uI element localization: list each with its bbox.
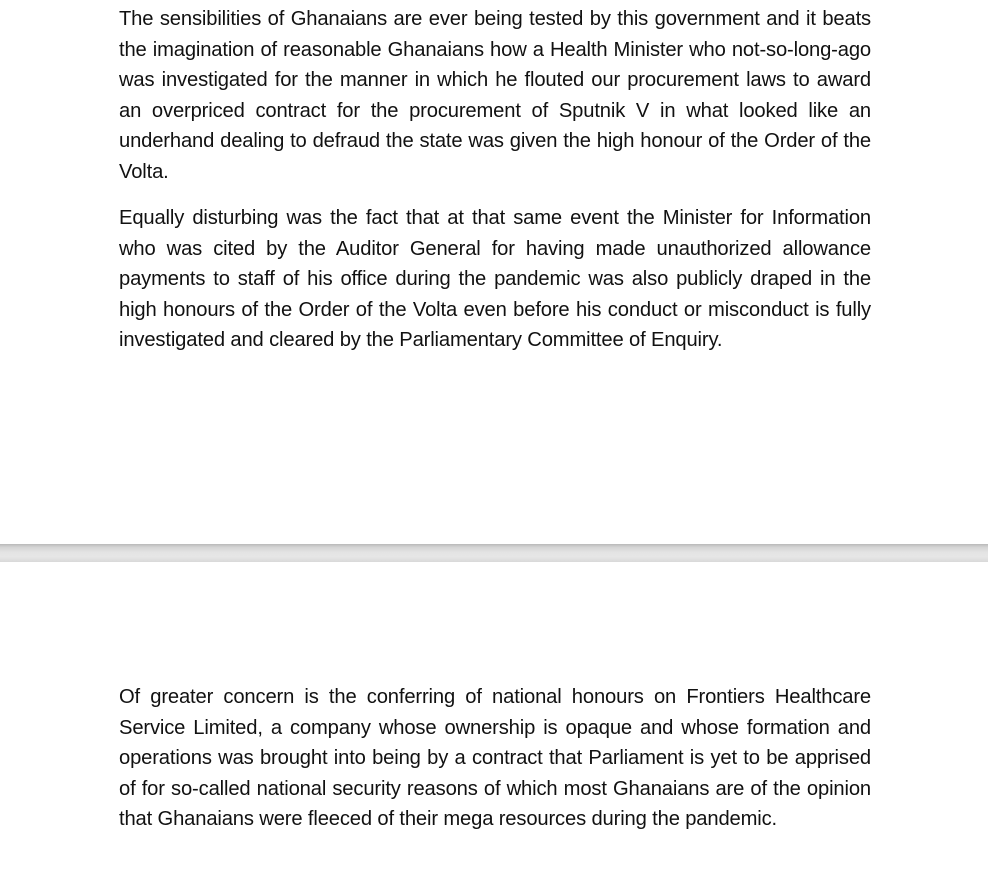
paragraph-frontiers-healthcare: Of greater concern is the conferring of national honours on Frontiers Healthcare Service Limited, a company whose ownership is opaque and whose formation and operations was brought into being by a contract that Parliament is yet to be apprised of for so-called national security reasons of which most Ghanaians are of the opinion that Ghanaians were fleeced of their mega resources during the pandemic.: [119, 686, 871, 831]
paragraph-health-minister: The sensibilities of Ghanaians are ever being tested by this government and it beats the imagination of reasonable Ghanaians how a Health Minister who not-so-long-ago was investigated for the manner in which he flouted our procurement laws to award an overpriced contract for the procurement of Sputnik V in what looked like an underhand dealing to defraud the state was given the high honour of the Order of the Volta.: [119, 8, 871, 183]
page-break-separator: [0, 544, 988, 562]
paragraph-information-minister: Equally disturbing was the fact that at that same event the Minister for Information who was cited by the Auditor General for having made unauthorized allowance payments to staff of his office during the pandemic was also publicly draped in the high honours of the Order of the Volta even before his conduct or misconduct is fully investigated and cleared by the Parliamentary Committee of Enquiry.: [119, 207, 871, 352]
